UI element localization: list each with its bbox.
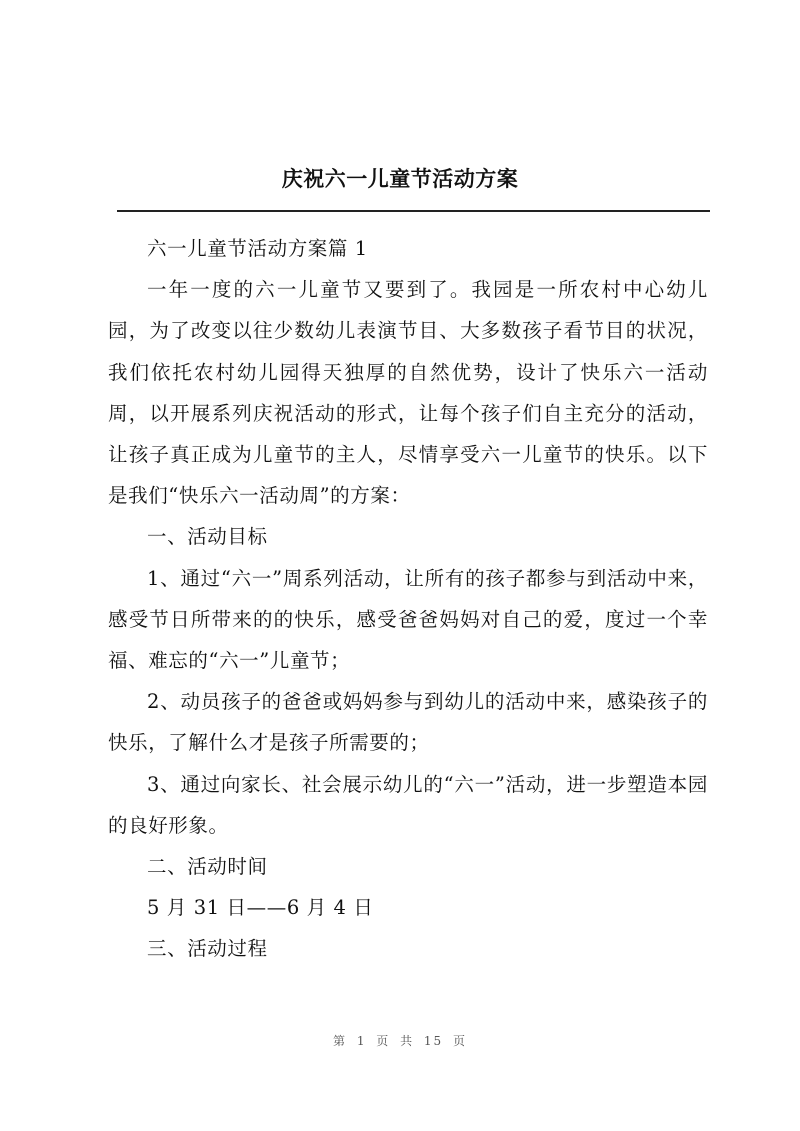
title-divider <box>117 210 710 212</box>
document-title: 庆祝六一儿童节活动方案 <box>281 167 519 191</box>
section-heading: 三、活动过程 <box>147 937 268 961</box>
body-paragraph: 3、通过向家长、社会展示幼儿的“六一”活动，进一步塑造本园的良好形象。 <box>108 772 708 837</box>
body-paragraph: 2、动员孩子的爸爸或妈妈参与到幼儿的活动中来，感染孩子的快乐，了解什么才是孩子所需要的； <box>108 690 708 755</box>
section-heading: 二、活动时间 <box>147 855 268 879</box>
page-number: 第 1 页 共 15 页 <box>333 1034 467 1048</box>
body-paragraph: 5 月 31 日——6 月 4 日 <box>147 896 374 920</box>
section-heading: 六一儿童节活动方案篇 1 <box>147 237 368 260</box>
section-heading: 一、活动目标 <box>147 525 268 549</box>
body-paragraph: 一年一度的六一儿童节又要到了。我园是一所农村中心幼儿园，为了改变以往少数幼儿表演节目、大多数孩子看节目的状况，我们依托农村幼儿园得天独厚的自然优势，设计了快乐六一活动周，以开展系列庆祝活动的形式，让每个孩子们自主充分的活动，让孩子真正成为儿童节的主人，尽情享受六一儿童节的快乐。以下是我们“快乐六一活动周”的方案： <box>108 278 708 508</box>
body-paragraph: 1、通过“六一”周系列活动，让所有的孩子都参与到活动中来，感受节日所带来的的快乐，感受爸爸妈妈对自己的爱，度过一个幸福、难忘的“六一”儿童节； <box>108 566 708 673</box>
document-body <box>108 228 708 970</box>
